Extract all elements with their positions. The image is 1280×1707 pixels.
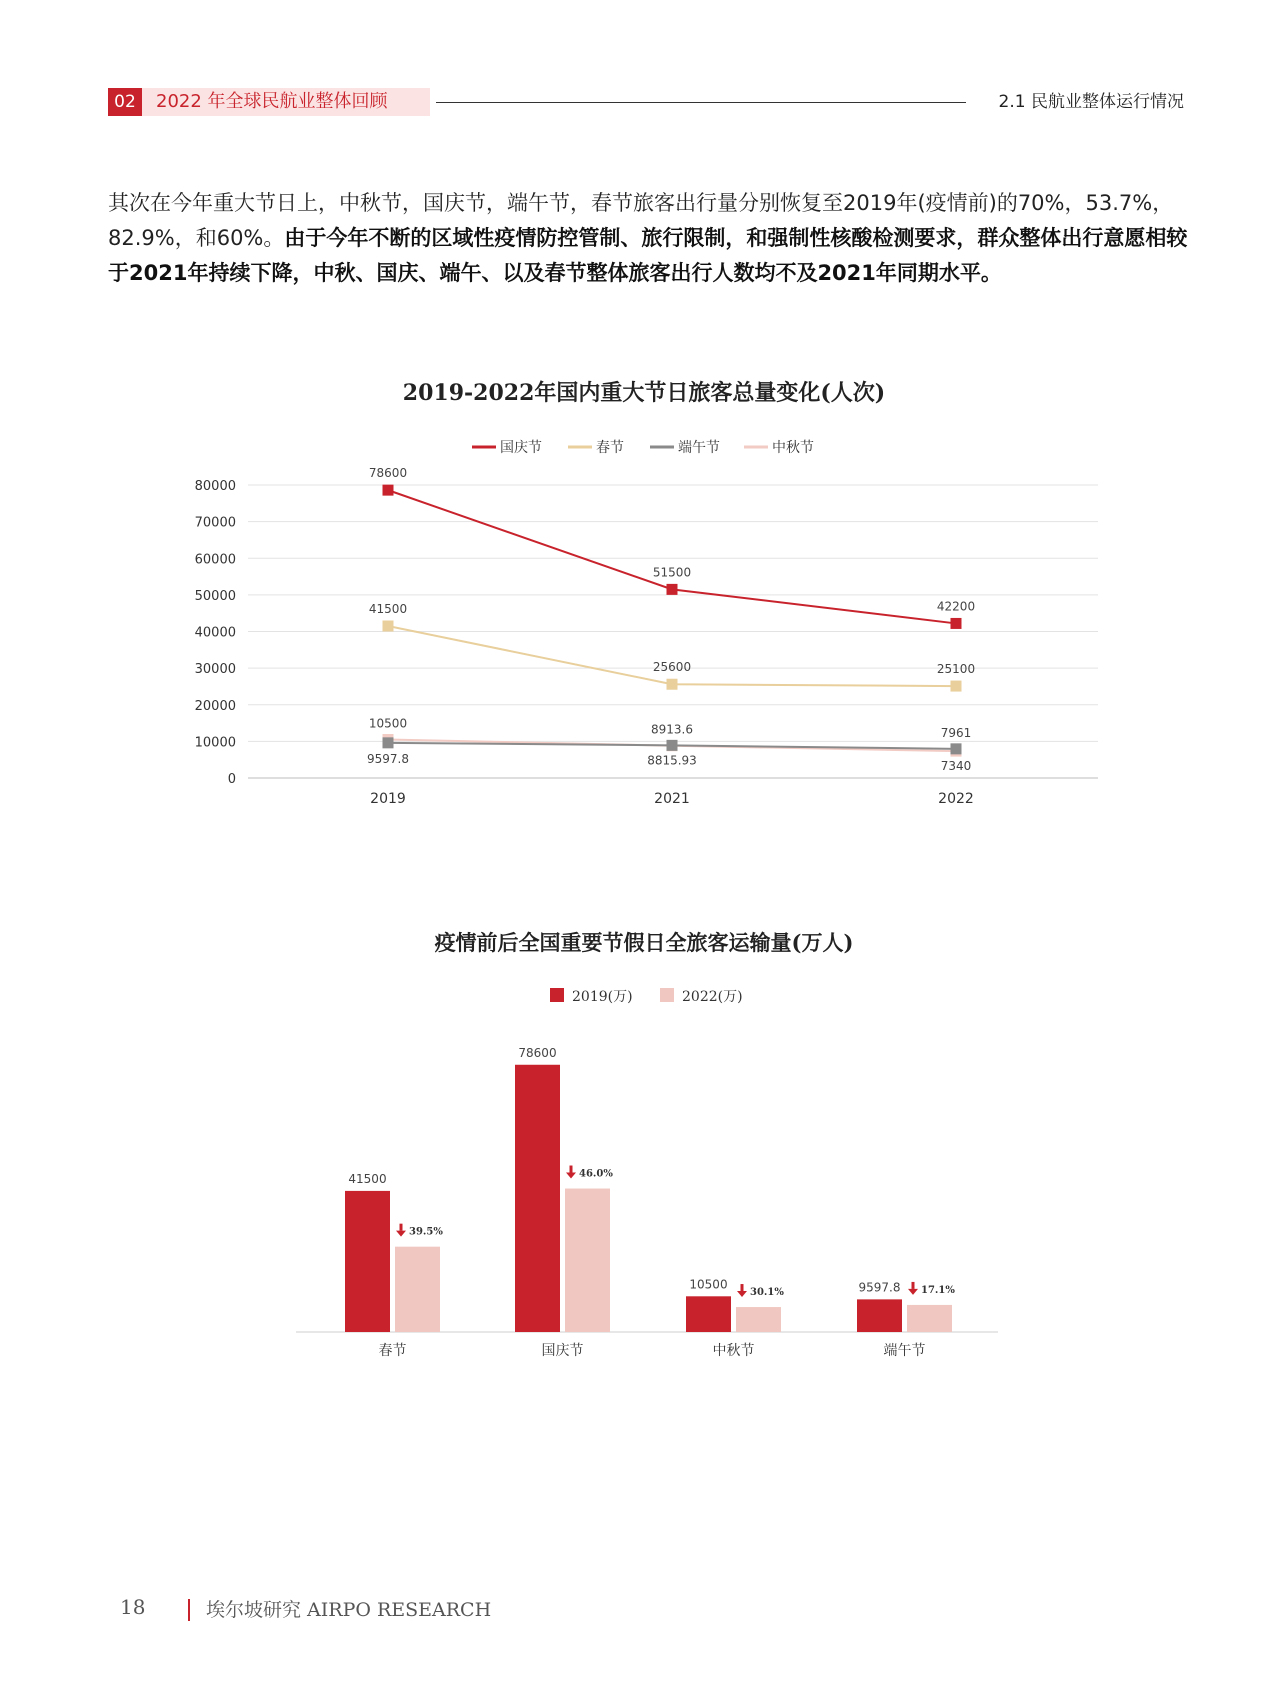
chart2-bar-2022 bbox=[736, 1307, 781, 1332]
chart1-y-tick-label: 30000 bbox=[194, 662, 236, 678]
header-divider bbox=[436, 102, 966, 103]
chart1-data-label: 8815.93 bbox=[647, 753, 697, 768]
chart1-data-labels bbox=[367, 466, 975, 773]
paragraph-bold-text: 由于今年不断的区域性疫情防控管制、旅行限制，和强制性核酸检测要求，群众整体出行意愿相较于2021年持续下降，中秋、国庆、端午、以及春节整体旅客出行人数均不及2021年同期水平。 bbox=[108, 226, 1188, 285]
chart1-data-label: 7961 bbox=[940, 725, 972, 740]
chart2-decrease-percent: 39.5% bbox=[409, 1226, 443, 1238]
chart2-legend bbox=[550, 988, 743, 1005]
down-arrow-icon bbox=[400, 1224, 403, 1231]
chart2-x-tick-label: 中秋节 bbox=[712, 1343, 755, 1359]
chart2-legend-label: 2019(万) bbox=[572, 989, 633, 1005]
chart2-data-label: 9597.8 bbox=[858, 1280, 901, 1295]
chart1-data-point bbox=[951, 743, 962, 754]
chart1-legend-label: 春节 bbox=[596, 440, 624, 456]
chart2-decrease-label bbox=[908, 1282, 955, 1296]
chart1-y-axis bbox=[195, 479, 236, 787]
paragraph-normal-text: 其次在今年重大节日上，中秋节，国庆节，端午节，春节旅客出行量分别恢复至2019年(疫情前)的70%，53.7%，82.9%，和60%。 bbox=[108, 191, 1174, 250]
chart2-x-tick-label: 端午节 bbox=[883, 1343, 926, 1359]
chart1-data-label: 25600 bbox=[652, 660, 692, 675]
chart1-data-point bbox=[383, 485, 394, 496]
chart1-data-label: 51500 bbox=[652, 565, 692, 580]
chart1-data-label: 10500 bbox=[368, 716, 408, 731]
down-arrow-icon bbox=[570, 1166, 573, 1173]
sub-section-title: 2.1 民航业整体运行情况 bbox=[998, 92, 1184, 112]
chart2-title: 疫情前后全国重要节假日全旅客运输量(万人) bbox=[434, 930, 854, 955]
chart1-y-tick-label: 70000 bbox=[194, 515, 236, 531]
chart1-data-point bbox=[667, 679, 678, 690]
chart1-data-label: 78600 bbox=[368, 466, 408, 481]
chart1-series-line bbox=[388, 626, 956, 686]
chart2-decrease-percent: 46.0% bbox=[579, 1168, 613, 1180]
down-arrow-icon bbox=[741, 1284, 744, 1291]
chart1-y-tick-label: 40000 bbox=[194, 625, 236, 641]
chart1-x-tick-label: 2021 bbox=[654, 791, 690, 807]
chart1-title: 2019-2022年国内重大节日旅客总量变化(人次) bbox=[402, 380, 886, 406]
chart1-data-point bbox=[951, 681, 962, 692]
chart1-y-tick-label: 50000 bbox=[194, 588, 236, 604]
line-chart bbox=[0, 370, 1280, 820]
chart1-series-line bbox=[388, 490, 956, 623]
down-arrow-icon bbox=[908, 1289, 918, 1295]
chart1-data-point bbox=[383, 621, 394, 632]
chart1-legend-label: 国庆节 bbox=[500, 440, 542, 456]
footer-brand: 埃尔坡研究 AIRPO RESEARCH bbox=[206, 1599, 492, 1621]
chart1-data-label: 42200 bbox=[936, 599, 976, 614]
chart2-bar-2022 bbox=[395, 1247, 440, 1332]
chart2-data-label: 41500 bbox=[348, 1171, 387, 1186]
chart1-x-axis bbox=[370, 791, 974, 807]
chart2-data-label: 78600 bbox=[518, 1045, 557, 1060]
section-number: 02 bbox=[108, 88, 142, 116]
chart2-decrease-label bbox=[737, 1284, 784, 1298]
chart2-legend-label: 2022(万) bbox=[682, 989, 743, 1005]
chart1-data-point bbox=[667, 740, 678, 751]
chart1-data-point bbox=[667, 584, 678, 595]
bar-chart bbox=[0, 920, 1280, 1380]
chart2-bar-2019 bbox=[345, 1191, 390, 1332]
chart1-y-tick-label: 0 bbox=[227, 772, 236, 787]
chart2-x-axis bbox=[379, 1342, 926, 1359]
chart1-x-tick-label: 2022 bbox=[938, 791, 974, 807]
page-header bbox=[108, 86, 1184, 118]
chart1-data-label: 9597.8 bbox=[367, 751, 409, 766]
chart1-legend-label: 中秋节 bbox=[772, 440, 814, 456]
chart2-x-tick-label: 春节 bbox=[378, 1343, 407, 1359]
chart2-bar-2019 bbox=[686, 1296, 731, 1332]
chart2-x-tick-label: 国庆节 bbox=[541, 1343, 584, 1359]
chart2-bar-2022 bbox=[565, 1189, 610, 1332]
chart1-data-point bbox=[951, 618, 962, 629]
chart1-y-tick-label: 20000 bbox=[194, 698, 236, 714]
chart1-legend-label: 端午节 bbox=[678, 440, 720, 456]
chart1-data-label: 8913.6 bbox=[651, 722, 693, 737]
chart2-data-label: 10500 bbox=[689, 1277, 728, 1292]
chart1-data-label: 25100 bbox=[936, 662, 976, 677]
down-arrow-icon bbox=[912, 1282, 915, 1289]
chart2-bar-2022 bbox=[907, 1305, 952, 1332]
section-title: 2022 年全球民航业整体回顾 bbox=[142, 88, 430, 116]
chart1-series bbox=[383, 485, 962, 757]
down-arrow-icon bbox=[396, 1231, 406, 1237]
chart1-data-label: 7340 bbox=[940, 759, 972, 774]
chart1-y-tick-label: 10000 bbox=[194, 735, 236, 751]
chart1-data-label: 41500 bbox=[368, 602, 408, 617]
chart1-legend bbox=[472, 439, 814, 456]
chart2-bar-2019 bbox=[515, 1065, 560, 1332]
chart2-decrease-percent: 17.1% bbox=[921, 1284, 955, 1296]
down-arrow-icon bbox=[737, 1291, 747, 1297]
chart1-data-point bbox=[383, 737, 394, 748]
chart2-bar-2019 bbox=[857, 1299, 902, 1332]
body-paragraph bbox=[108, 186, 1188, 291]
chart2-decrease-label bbox=[566, 1166, 613, 1180]
chart1-y-tick-label: 80000 bbox=[194, 479, 236, 494]
page-number: 18 bbox=[120, 1595, 146, 1619]
footer-divider bbox=[188, 1599, 190, 1621]
chart1-y-tick-label: 60000 bbox=[194, 552, 236, 568]
chart2-legend-swatch bbox=[660, 988, 674, 1002]
chart1-x-tick-label: 2019 bbox=[370, 791, 406, 807]
chart2-decrease-percent: 30.1% bbox=[750, 1287, 784, 1299]
chart2-legend-swatch bbox=[550, 988, 564, 1002]
down-arrow-icon bbox=[566, 1173, 576, 1179]
chart2-decrease-label bbox=[396, 1224, 443, 1238]
